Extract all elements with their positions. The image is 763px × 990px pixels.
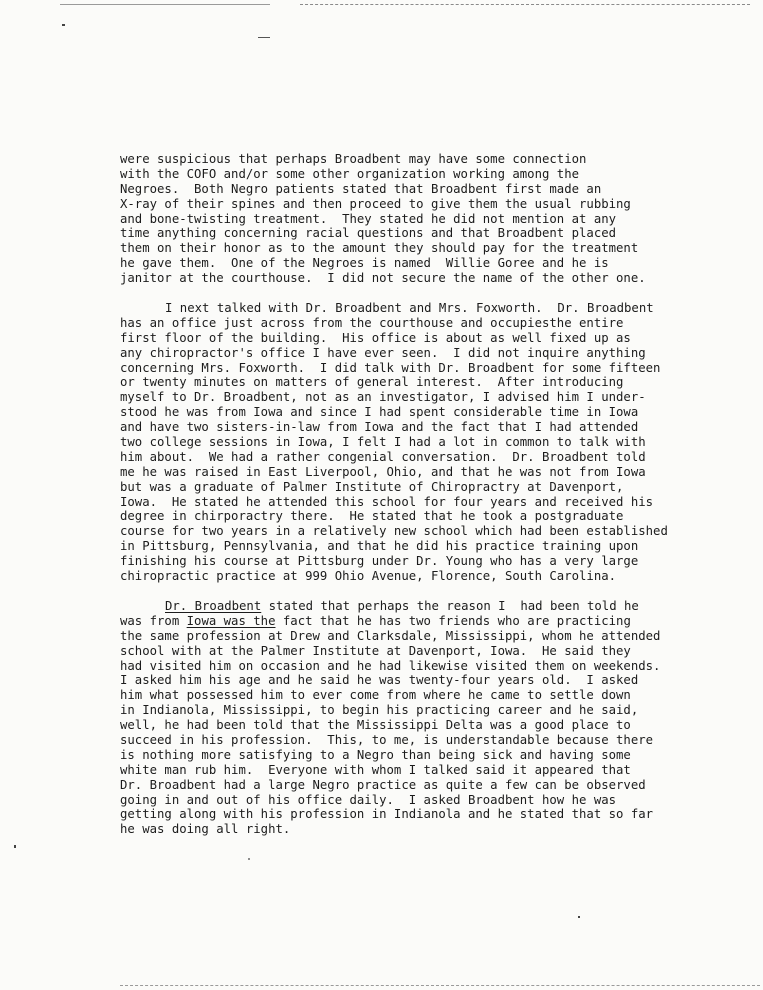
text-line: stood he was from Iowa and since I had spent considerable time in Iowa <box>120 405 639 420</box>
text-line: in Pittsburg, Pennsylvania, and that he did his practice training upon <box>120 539 639 554</box>
text-line: he gave them. One of the Negroes is named Willie Goree and he is <box>120 256 609 271</box>
underlined-phrase: Iowa was the <box>186 613 276 628</box>
text-line: him what possessed him to ever come from where he came to settle down <box>120 688 631 703</box>
scan-speck <box>14 845 16 848</box>
text-line: well, he had been told that the Mississippi Delta was a good place to <box>120 718 631 733</box>
scan-speck <box>578 916 580 918</box>
text-line-underlined-start <box>120 599 710 614</box>
text-line: janitor at the courthouse. I did not secure the name of the other one. <box>120 271 646 286</box>
paragraph-2 <box>120 301 710 584</box>
text-line: Negroes. Both Negro patients stated that Broadbent first made an <box>120 181 602 196</box>
text-line: him about. We had a rather congenial conversation. Dr. Broadbent told <box>120 449 646 464</box>
text-line: I next talked with Dr. Broadbent and Mrs. Foxworth. Dr. Broadbent <box>165 301 654 316</box>
text-line-rest: fact that he has two friends who are practicing <box>275 613 631 628</box>
text-line: white man rub him. Everyone with whom I talked said it appeared that <box>120 762 631 777</box>
text-line: or twenty minutes on matters of general interest. After introducing <box>120 375 624 390</box>
text-line: with the COFO and/or some other organization working among the <box>120 166 580 181</box>
text-line: had visited him on occasion and he had likewise visited them on weekends. <box>120 658 661 673</box>
paragraph-1 <box>120 152 710 286</box>
text-line: has an office just across from the courthouse and occupiesthe entire <box>120 315 624 330</box>
text-line: but was a graduate of Palmer Institute of Chiropractry at Davenport, <box>120 479 624 494</box>
text-line: Iowa. He stated he attended this school for four years and received his <box>120 494 654 509</box>
text-line: chiropractic practice at 999 Ohio Avenue, Florence, South Carolina. <box>120 569 617 584</box>
text-line: two college sessions in Iowa, I felt I had a lot in common to talk with <box>120 435 646 450</box>
text-line: me he was raised in East Liverpool, Ohio, and that he was not from Iowa <box>120 464 646 479</box>
text-line: concerning Mrs. Foxworth. I did talk with Dr. Broadbent for some fifteen <box>120 360 661 375</box>
text-line: going in and out of his office daily. I asked Broadbent how he was <box>120 792 617 807</box>
scan-edge-bottom <box>120 985 760 986</box>
text-line: any chiropractor's office I have ever seen. I did not inquire anything <box>120 345 646 360</box>
text-line: degree in chirporactry there. He stated that he took a postgraduate <box>120 509 624 524</box>
scan-speck <box>62 24 65 26</box>
scan-edge-top-right <box>300 4 750 5</box>
text-line-rest: stated that perhaps the reason I had been told he <box>261 598 639 613</box>
text-line: getting along with his profession in Indianola and he stated that so far <box>120 807 654 822</box>
scan-edge-top-left <box>60 4 270 5</box>
text-line: were suspicious that perhaps Broadbent may have some connection <box>120 152 587 166</box>
text-line: I asked him his age and he said he was twenty-four years old. I asked <box>120 673 639 688</box>
text-line: and have two sisters-in-law from Iowa and the fact that I had attended <box>120 420 639 435</box>
text-line: X-ray of their spines and then proceed to give them the usual rubbing <box>120 196 631 211</box>
letter-body <box>120 152 710 837</box>
text-line: Dr. Broadbent had a large Negro practice as quite a few can be observed <box>120 777 646 792</box>
text-line-pre: was from <box>120 613 187 628</box>
text-line: is nothing more satisfying to a Negro than being sick and having some <box>120 747 631 762</box>
scan-speck <box>248 858 250 860</box>
text-line: he was doing all right. <box>120 822 291 837</box>
text-line: them on their honor as to the amount they should pay for the treatment <box>120 241 639 256</box>
scan-mark <box>258 37 270 38</box>
text-line: in Indianola, Mississippi, to begin his practicing career and he said, <box>120 703 639 718</box>
text-line: time anything concerning racial questions and that Broadbent placed <box>120 226 617 241</box>
text-line: myself to Dr. Broadbent, not as an investigator, I advised him I under- <box>120 390 646 405</box>
text-line: first floor of the building. His office is about as well fixed up as <box>120 330 631 345</box>
underlined-name: Dr. Broadbent <box>165 598 262 613</box>
text-line: and bone-twisting treatment. They stated he did not mention at any <box>120 211 617 226</box>
text-line-underlined-mid <box>120 614 710 629</box>
text-line: the same profession at Drew and Clarksdale, Mississippi, whom he attended <box>120 628 661 643</box>
text-line: course for two years in a relatively new school which had been established <box>120 524 668 539</box>
text-line: finishing his course at Pittsburg under Dr. Young who has a very large <box>120 554 639 569</box>
text-line: succeed in his profession. This, to me, is understandable because there <box>120 732 654 747</box>
text-line: school with at the Palmer Institute at Davenport, Iowa. He said they <box>120 643 631 658</box>
paragraph-3 <box>120 599 710 837</box>
